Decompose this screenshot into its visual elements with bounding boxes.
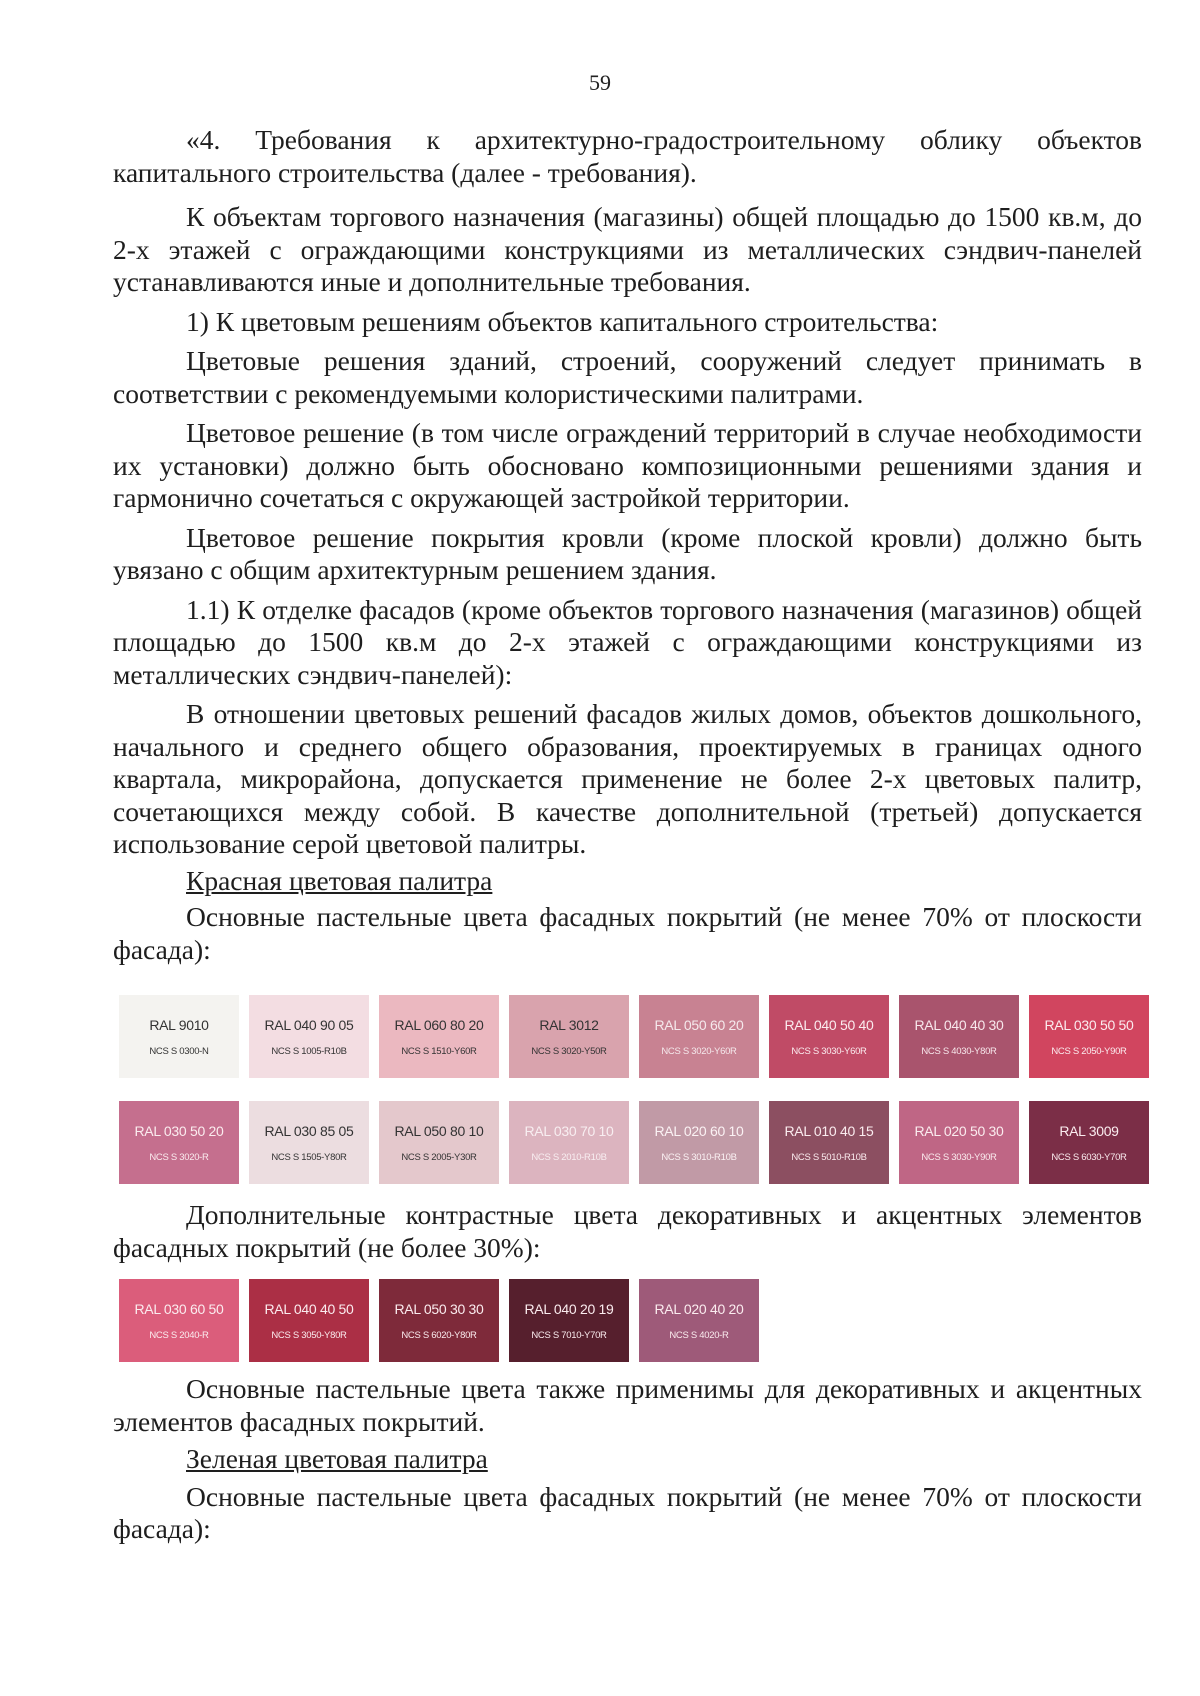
color-swatch [119,995,239,1078]
ncs-code: NCS S 3020-Y50R [531,1045,607,1057]
ral-code: RAL 040 40 30 [914,1016,1004,1033]
ncs-code: NCS S 3020-R [149,1151,209,1163]
ncs-code: NCS S 7010-Y70R [531,1329,607,1341]
retail-requirements-paragraph: К объектам торгового назначения (магазины) общей площадью до 1500 кв.м, до 2-х этажей с ограждающими конструкциями из металлических сэндвич-панелей устанавливаются иные и дополнительные требования. [113,201,1142,297]
ral-code: RAL 020 60 10 [654,1122,744,1139]
ncs-code: NCS S 3020-Y60R [661,1045,737,1057]
green-main-caption: Основные пастельные цвета фасадных покрытий (не менее 70% от плоскости фасада): [113,1480,1142,1544]
ral-code: RAL 030 70 10 [524,1122,614,1139]
red-main-swatches-row-2 [119,1101,1149,1184]
ral-code: RAL 040 50 40 [784,1016,874,1033]
ncs-code: NCS S 6030-Y70R [1051,1151,1127,1163]
red-main-swatches-row-1 [119,995,1149,1078]
color-swatch [899,995,1019,1078]
ral-code: RAL 3009 [1059,1122,1119,1139]
ral-code: RAL 3012 [539,1016,599,1033]
red-contrast-swatches-row [119,1279,759,1362]
ral-code: RAL 040 90 05 [264,1016,354,1033]
palette-count-paragraph: В отношении цветовых решений фасадов жилых домов, объектов дошкольного, начального и среднего общего образования, проектируемых в границах одного квартала, микрорайона, допускается применение не более 2-х цветовых палитр, сочетающихся между собой. В качестве дополнительной (третьей) допускается использование серой цветовой палитры. [113,698,1142,859]
ncs-code: NCS S 2005-Y30R [401,1151,477,1163]
roof-color-paragraph: Цветовое решение покрытия кровли (кроме плоской кровли) должно быть увязано с общим архитектурным решением здания. [113,521,1142,585]
green-palette-heading: Зеленая цветовая палитра [186,1443,488,1474]
ral-code: RAL 030 85 05 [264,1122,354,1139]
color-swatch [639,1101,759,1184]
ncs-code: NCS S 4020-R [669,1329,729,1341]
ncs-code: NCS S 2040-R [149,1329,209,1341]
color-swatch [639,1279,759,1362]
ncs-code: NCS S 1005-R10B [271,1045,347,1057]
ral-code: RAL 030 50 20 [134,1122,224,1139]
color-swatch [119,1101,239,1184]
ncs-code: NCS S 4030-Y80R [921,1045,997,1057]
color-swatch [899,1101,1019,1184]
color-swatch [379,1279,499,1362]
ncs-code: NCS S 3010-R10B [661,1151,737,1163]
facade-finish-item: 1.1) К отделке фасадов (кроме объектов торгового назначения (магазинов) общей площадью до 1500 кв.м до 2-х этажей с ограждающими конструкциями из металлических сэндвич-панелей): [113,593,1142,690]
ral-code: RAL 020 50 30 [914,1122,1004,1139]
ral-code: RAL 050 30 30 [394,1300,484,1317]
contrast-caption-block [113,1199,1142,1264]
ncs-code: NCS S 0300-N [149,1045,209,1057]
color-solutions-item: 1) К цветовым решениям объектов капитального строительства: [186,305,939,337]
pastel-note-paragraph: Основные пастельные цвета также применимы для декоративных и акцентных элементов фасадных покрытий. [113,1373,1142,1437]
color-swatch [639,995,759,1078]
ncs-code: NCS S 2050-Y90R [1051,1045,1127,1057]
red-main-caption: Основные пастельные цвета фасадных покрытий (не менее 70% от плоскости фасада): [113,901,1142,965]
palette-requirement-paragraph: Цветовые решения зданий, строений, сооружений следует принимать в соответствии с рекомендуемыми колористическими палитрами. [113,345,1142,409]
color-swatch [769,1101,889,1184]
ral-code: RAL 040 20 19 [524,1300,614,1317]
ncs-code: NCS S 1505-Y80R [271,1151,347,1163]
color-swatch [119,1279,239,1362]
closing-section [113,1373,1142,1546]
section-title-paragraph: «4. Требования к архитектурно-градостроительному облику объектов капитального строительства (далее - требования). [113,124,1142,188]
intro-section [113,124,1142,966]
color-swatch [769,995,889,1078]
ral-code: RAL 020 40 20 [654,1300,744,1317]
ral-code: RAL 030 50 50 [1044,1016,1134,1033]
ral-code: RAL 030 60 50 [134,1300,224,1317]
ncs-code: NCS S 1510-Y60R [401,1045,477,1057]
ncs-code: NCS S 3050-Y80R [271,1329,347,1341]
ncs-code: NCS S 3030-Y90R [921,1151,997,1163]
color-swatch [1029,1101,1149,1184]
ncs-code: NCS S 3030-Y60R [791,1045,867,1057]
ncs-code: NCS S 5010-R10B [791,1151,867,1163]
ral-code: RAL 050 60 20 [654,1016,744,1033]
ral-code: RAL 9010 [149,1016,209,1033]
color-swatch [379,995,499,1078]
ncs-code: NCS S 6020-Y80R [401,1329,477,1341]
page-number: 59 [589,70,611,95]
color-swatch [249,995,369,1078]
color-swatch [509,995,629,1078]
red-contrast-caption: Дополнительные контрастные цвета декоративных и акцентных элементов фасадных покрытий (не более 30%): [113,1199,1142,1263]
ral-code: RAL 050 80 10 [394,1122,484,1139]
color-swatch [249,1279,369,1362]
ral-code: RAL 040 40 50 [264,1300,354,1317]
color-swatch [509,1101,629,1184]
fence-color-paragraph: Цветовое решение (в том числе ограждений территорий в случае необходимости их установки) должно быть обосновано композиционными решениями здания и гармонично сочетаться с окружающей застройкой территории. [113,417,1142,513]
color-swatch [1029,995,1149,1078]
ral-code: RAL 010 40 15 [784,1122,874,1139]
ral-code: RAL 060 80 20 [394,1016,484,1033]
color-swatch [379,1101,499,1184]
red-palette-heading: Красная цветовая палитра [186,864,493,896]
ncs-code: NCS S 2010-R10B [531,1151,607,1163]
color-swatch [509,1279,629,1362]
color-swatch [249,1101,369,1184]
